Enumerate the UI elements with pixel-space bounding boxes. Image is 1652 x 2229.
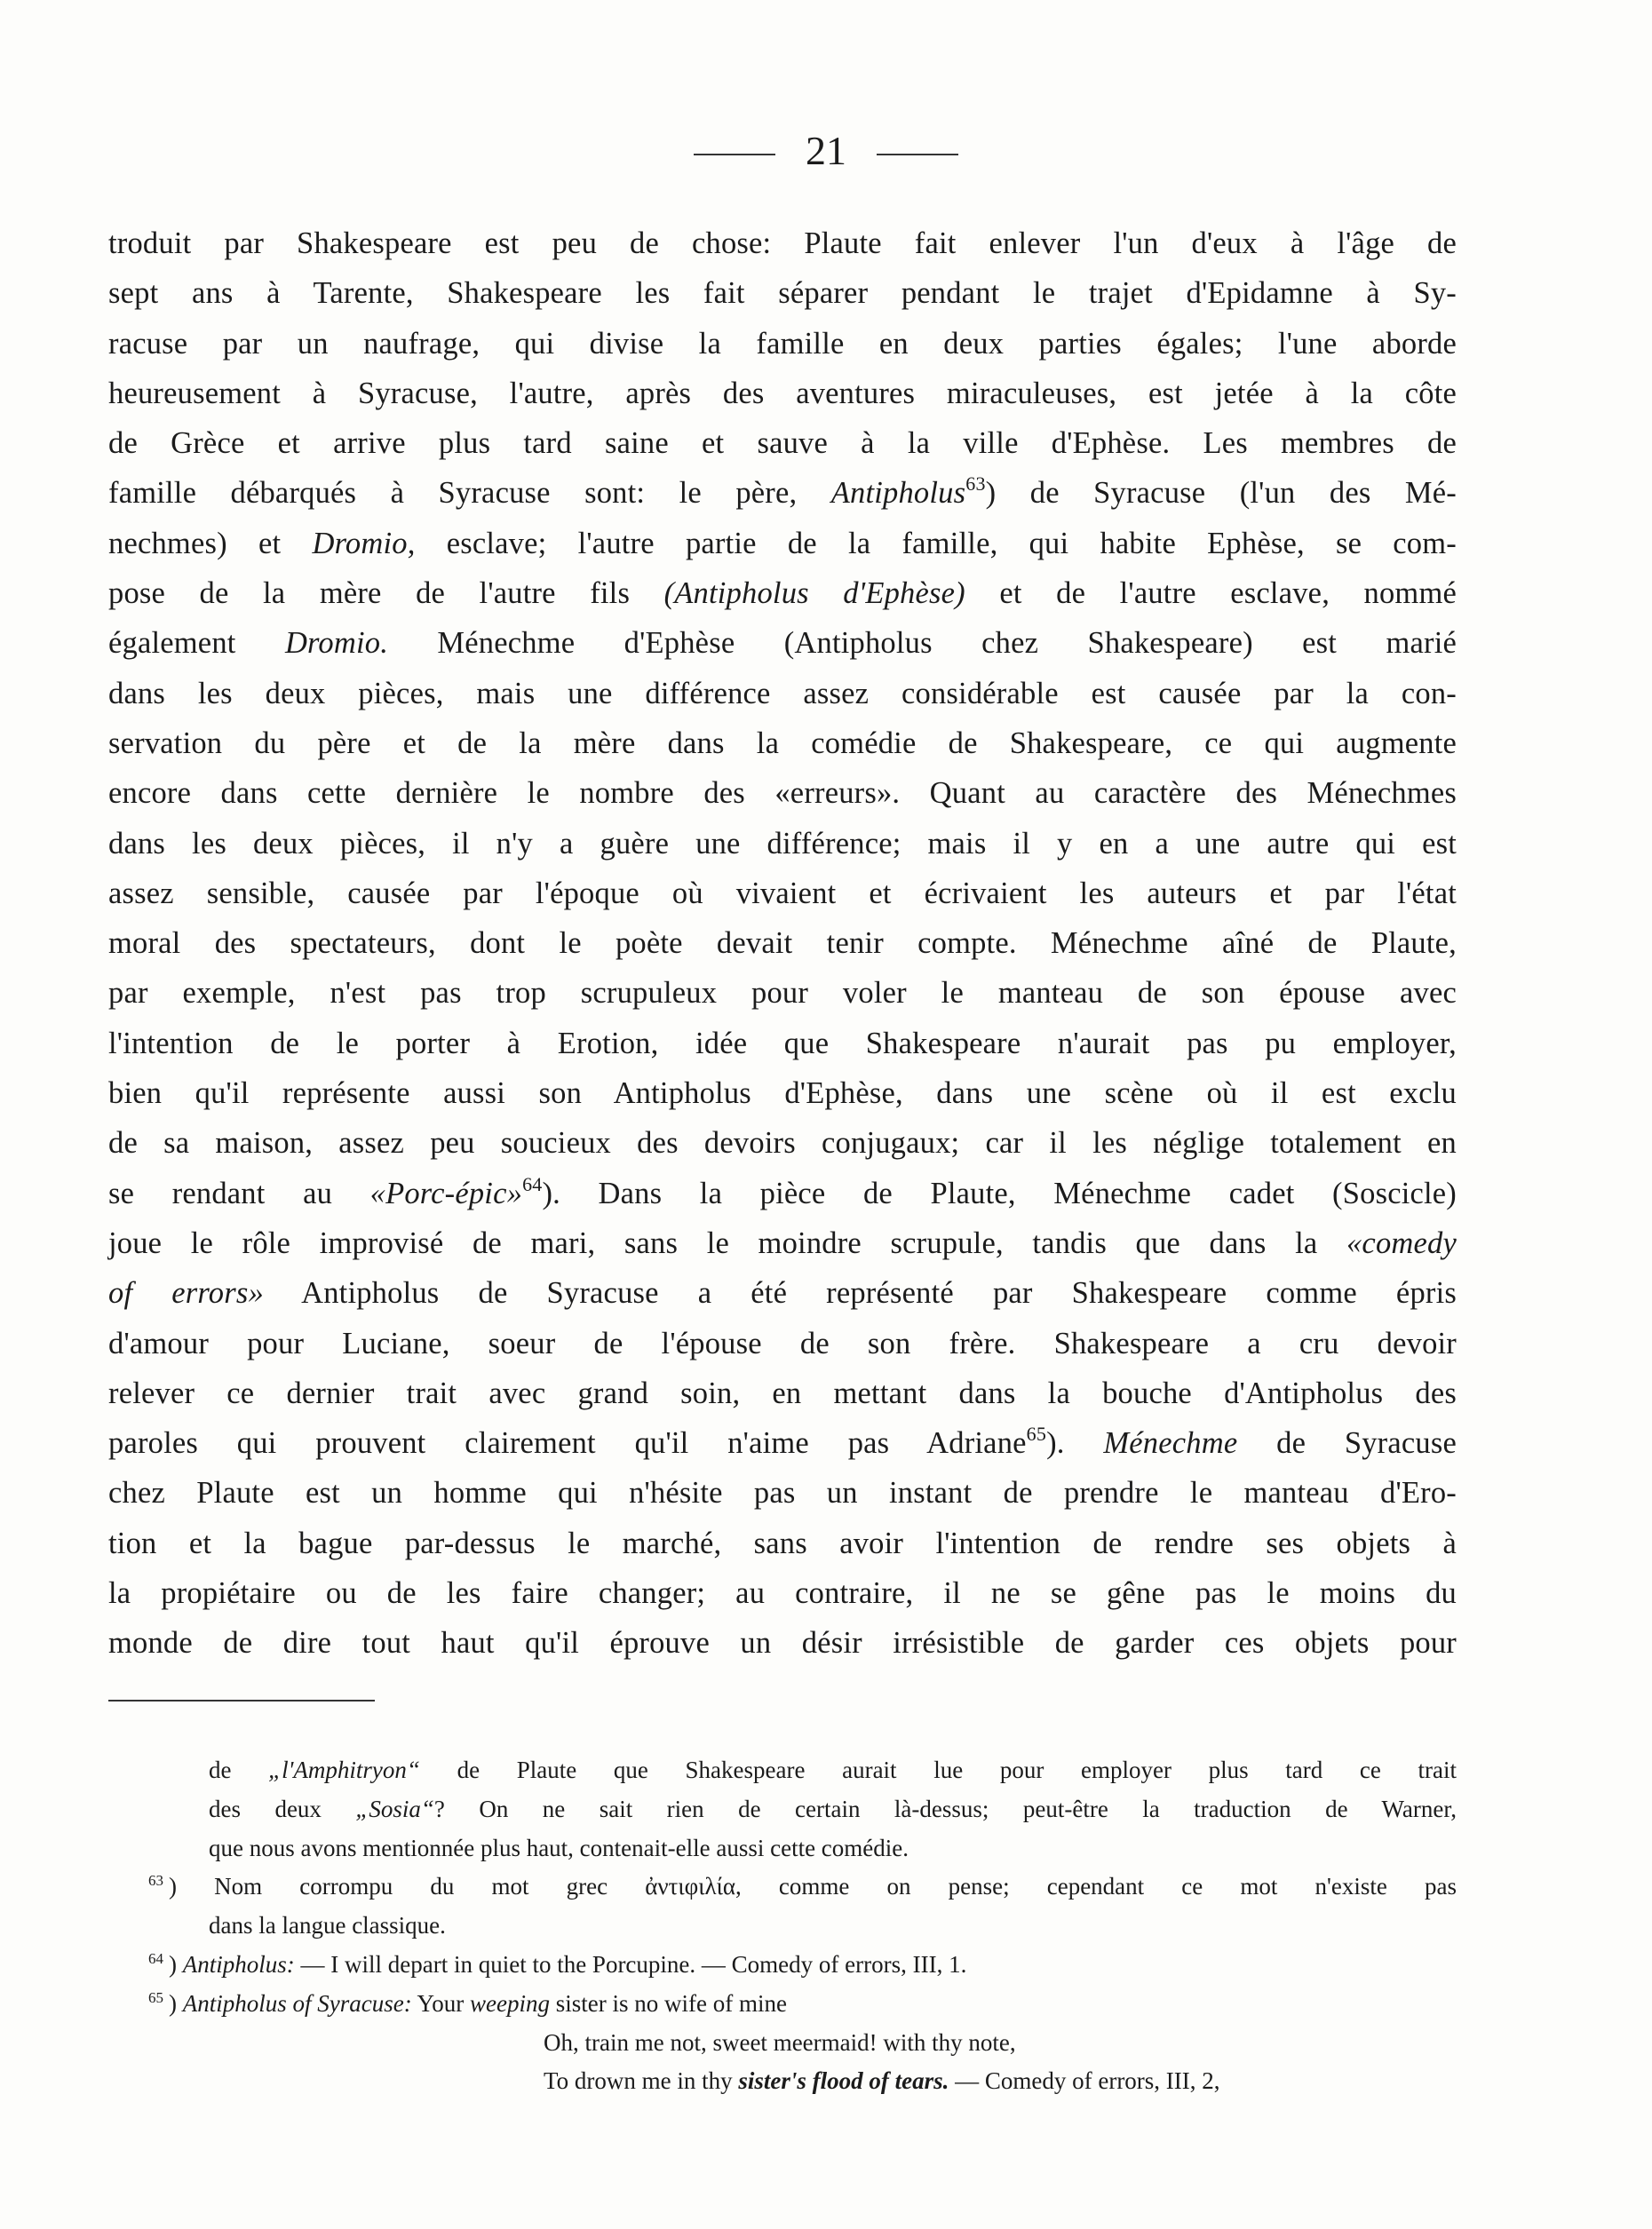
footnote-line [108,1751,1457,1790]
text-run: joue le rôle improvisé de mari, sans le moindre scrupule, tandis que dans la [108,1226,1346,1260]
text-run: pose de la mère de l'autre fils [108,576,664,611]
text-line: chez Plaute est un homme qui n'hésite pas un instant de prendre le manteau d'Ero- [108,1476,1457,1511]
footnote-line: dans la langue classique. [209,1912,446,1939]
text-line: moral des spectateurs, dont le poète devait tenir compte. Ménechme aîné de Plaute, [108,926,1457,961]
text-line: racuse par un naufrage, qui divise la famille en deux parties égales; l'une aborde [108,326,1457,361]
header-rule-left [694,154,775,155]
text-run: ). [1046,1426,1104,1461]
verse-line [108,2062,1457,2101]
text-run: de Plaute que Shakespeare aurait lue pour employer plus tard ce trait [419,1757,1457,1783]
text-line: encore dans cette dernière le nombre des «erreurs». Quant au caractère des Ménechmes [108,776,1457,811]
text-run: sister is no wife of mine [550,1989,787,2017]
text-line [108,468,1457,518]
body-text [108,218,1457,1669]
text-line [108,1268,1457,1318]
footnote-ref: 63 [965,472,986,496]
footnote-ref: 64 [522,1172,543,1195]
header-rule-right [877,154,958,155]
text-run: ) Nom corrompu du mot grec ἀντιφιλία, comme on pense; cependant ce mot n'existe pas [169,1873,1457,1900]
text-line [108,1418,1457,1468]
footnote-line: que nous avons mentionnée plus haut, contenait-elle aussi cette comédie. [209,1834,909,1861]
text-line: d'amour pour Luciane, soeur de l'épouse de son frère. Shakespeare a cru devoir [108,1326,1457,1360]
page-header [0,124,1652,178]
text-run: famille débarqués à Syracuse sont: le père, [108,476,831,511]
text-line: tion et la bague par-dessus le marché, sans avoir l'intention de rendre ses objets à [108,1526,1457,1560]
text-run: ? On ne sait rien de certain là-dessus; peut-être la traduction de Warner, [433,1795,1457,1822]
text-line: bien qu'il représente aussi son Antipholus d'Ephèse, dans une scène où il est exclu [108,1076,1457,1111]
text-line [108,519,1457,568]
footnote-65 [108,1985,1457,2024]
text-run: des deux [209,1795,356,1822]
italic-name: Antipholus: [182,1950,295,1978]
text-run: — Comedy of errors, III, 2, [949,2067,1220,2095]
italic-title: „Sosia“ [355,1795,434,1822]
text-run: également [108,626,285,661]
italic-title: „l'Amphitryon“ [268,1757,420,1783]
text-run: paroles qui prouvent clairement qu'il n'aime pas Adriane [108,1426,1027,1461]
italic-name: Dromio. [284,626,389,661]
italic-name: Ménechme [1103,1426,1238,1461]
italic-phrase: sister's flood of tears. [738,2067,949,2095]
footnote-number: 65 [148,1988,163,2006]
text-line: dans les deux pièces, il n'y a guère une différence; mais il y en a une autre qui est [108,826,1457,861]
italic-name: Dromio, [312,526,416,560]
italic-name: «comedy [1346,1226,1457,1260]
footnote-number: 64 [148,1949,163,1967]
text-line: l'intention de le porter à Erotion, idée que Shakespeare n'aurait pas pu employer, [108,1026,1457,1060]
text-line: de sa maison, assez peu soucieux des devoirs conjugaux; car il les néglige totalement en [108,1126,1457,1161]
page-number: 21 [806,128,846,173]
text-line: relever ce dernier trait avec grand soin, en mettant dans la bouche d'Antipholus des [108,1376,1457,1410]
text-line: par exemple, n'est pas trop scrupuleux pour voler le manteau de son épouse avec [108,976,1457,1011]
text-run: ) [169,1950,183,1978]
verse-line: Oh, train me not, sweet meermaid! with thy note, [544,2028,1016,2056]
text-run: ) de Syracuse (l'un des Mé- [985,476,1457,511]
text-run: et de l'autre esclave, nommé [965,576,1457,611]
text-line: sept ans à Tarente, Shakespeare les fait séparer pendant le trajet d'Epidamne à Sy- [108,276,1457,311]
text-line: heureusement à Syracuse, l'autre, après des aventures miraculeuses, est jetée à la côte [108,376,1457,410]
text-line: dans les deux pièces, mais une différence assez considérable est causée par la con- [108,676,1457,710]
text-line: assez sensible, causée par l'époque où vivaient et écrivaient les auteurs et par l'état [108,876,1457,910]
italic-word: weeping [470,1989,550,2017]
text-line: troduit par Shakespeare est peu de chose: Plaute fait enlever l'un d'eux à l'âge de [108,226,1457,260]
footnote-divider [108,1700,375,1701]
italic-name: of errors» [108,1276,264,1311]
text-run: se rendant au [108,1176,370,1210]
text-run: ). Dans la pièce de Plaute, Ménechme cadet (Soscicle) [542,1176,1457,1210]
footnotes [108,1751,1457,2101]
text-run: Ménechme d'Ephèse (Antipholus chez Shakespeare) est marié [388,626,1457,661]
footnote-64 [108,1946,1457,1985]
italic-name: Antipholus [830,476,966,511]
text-line: de Grèce et arrive plus tard saine et sauve à la ville d'Ephèse. Les membres de [108,426,1457,461]
text-run: de [209,1757,269,1783]
text-line: servation du père et de la mère dans la comédie de Shakespeare, ce qui augmente [108,726,1457,760]
italic-name: (Antipholus d'Ephèse) [663,576,965,611]
text-line: la propiétaire ou de les faire changer; au contraire, il ne se gêne pas le moins du [108,1576,1457,1611]
text-run: Your [411,1989,471,2017]
footnote-63 [108,1868,1457,1907]
footnote-ref: 65 [1026,1423,1047,1446]
text-run: esclave; l'autre partie de la famille, qui habite Ephèse, se com- [415,526,1457,560]
text-run: de Syracuse [1237,1426,1457,1461]
text-run: ) [169,1989,183,2017]
text-line [108,1169,1457,1218]
text-line [108,1218,1457,1268]
text-run: Antipholus de Syracuse a été représenté par Shakespeare comme épris [263,1276,1457,1311]
text-run: To drown me in thy [544,2067,739,2095]
footnote-line [108,1790,1457,1829]
italic-name: «Porc-épic» [369,1176,523,1210]
footnote-number: 63 [148,1872,163,1890]
text-line: monde de dire tout haut qu'il éprouve un désir irrésistible de garder ces objets pour [108,1626,1457,1661]
italic-name: Antipholus of Syracuse: [182,1989,412,2017]
text-line [108,568,1457,618]
text-run: — I will depart in quiet to the Porcupine. — Comedy of errors, III, 1. [294,1950,967,1978]
text-line [108,618,1457,668]
text-run: nechmes) et [108,526,313,560]
